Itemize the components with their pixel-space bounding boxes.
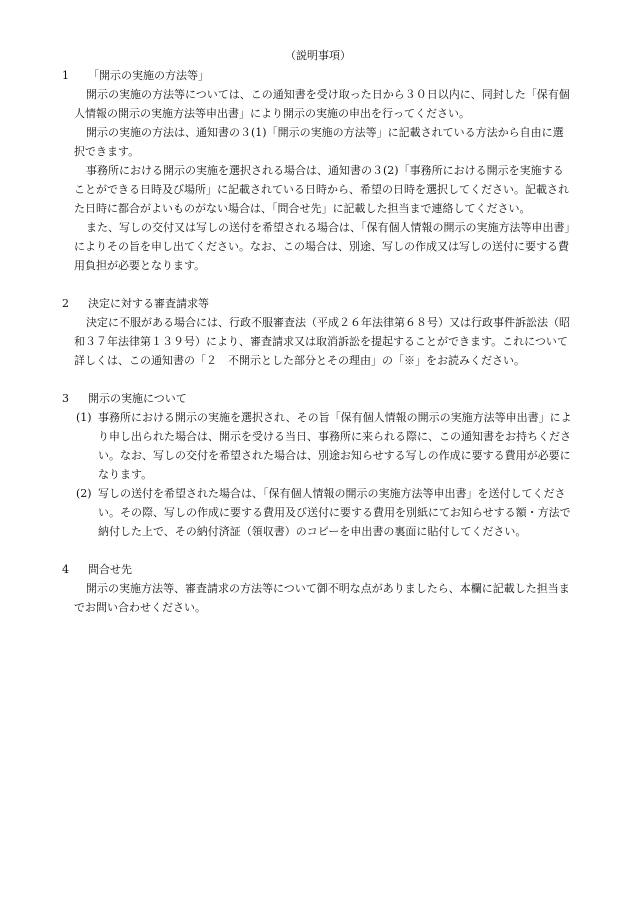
section-number: 2 <box>62 297 69 310</box>
section-3 <box>62 389 574 541</box>
section-1 <box>62 66 574 275</box>
list-item-marker: (1) <box>76 411 92 424</box>
section-number: 3 <box>62 392 69 405</box>
section-heading-text: 決定に対する審査請求等 <box>88 297 209 310</box>
list-item-text: 写しの送付を希望された場合は、「保有個人情報の開示の実施方法等申出書」を送付してください。その際、写しの作成に要する費用及び送付に要する費用を別紙にてお知らせする額・方法で納付した上で、その納付済証（領収書）のコピーを申出書の裏面に貼付してください。 <box>98 487 571 538</box>
section-2 <box>62 294 574 370</box>
list-item-text: 事務所における開示の実施を選択され、その旨「保有個人情報の開示の実施方法等申出書」により申し出られた場合は、開示を受ける当日、事務所に来られる際に、この通知書をお持ちください。なお、写しの交付を希望された場合は、別途お知らせする写しの作成に要する費用が必要になります。 <box>98 411 572 481</box>
section-heading <box>62 560 574 579</box>
paragraph: 開示の実施方法等、審査請求の方法等について御不明な点がありましたら、本欄に記載した担当までお問い合わせください。 <box>74 582 570 614</box>
section-heading <box>62 66 574 85</box>
section-heading-text: 「開示の実施の方法等」 <box>88 69 209 82</box>
paragraph: 事務所における開示の実施を選択される場合は、通知書の３(2)「事務所における開示を実施することができる日時及び場所」に記載されている日時から、希望の日時を選択してください。記載された日時に都合がよいものがない場合は、「問合せ先」に記載した担当まで連絡してください。 <box>74 164 569 215</box>
paragraph: 開示の実施の方法等については、この通知書を受け取った日から３０日以内に、同封した「保有個人情報の開示の実施方法等申出書」により開示の実施の申出を行ってください。 <box>74 88 570 120</box>
paragraph: また、写しの交付又は写しの送付を希望される場合は、「保有個人情報の開示の実施方法等申出書」によりその旨を申し出てください。なお、この場合は、別途、写しの作成又は写しの送付に要する費用負担が必要となります。 <box>74 221 570 272</box>
section-heading <box>62 294 574 313</box>
list-item <box>62 408 574 484</box>
list-item-marker: (2) <box>76 487 92 500</box>
section-heading-text: 開示の実施について <box>88 392 187 405</box>
document-title: （説明事項） <box>285 49 351 62</box>
section-heading-text: 問合せ先 <box>88 563 132 576</box>
list-item <box>62 484 574 541</box>
section-number: 4 <box>62 563 69 576</box>
paragraph: 開示の実施の方法は、通知書の３(1)「開示の実施の方法等」に記載されている方法から自由に選択できます。 <box>74 126 564 158</box>
paragraph: 決定に不服がある場合には、行政不服審査法（平成２６年法律第６８号）又は行政事件訴訟法（昭和３７年法律第１３９号）により、審査請求又は取消訴訟を提起することができます。これについて詳しくは、この通知書の「２ 不開示とした部分とその理由」の「※」をお読みください。 <box>74 316 570 367</box>
section-number: 1 <box>62 69 69 82</box>
section-4 <box>62 560 574 617</box>
section-heading <box>62 389 574 408</box>
